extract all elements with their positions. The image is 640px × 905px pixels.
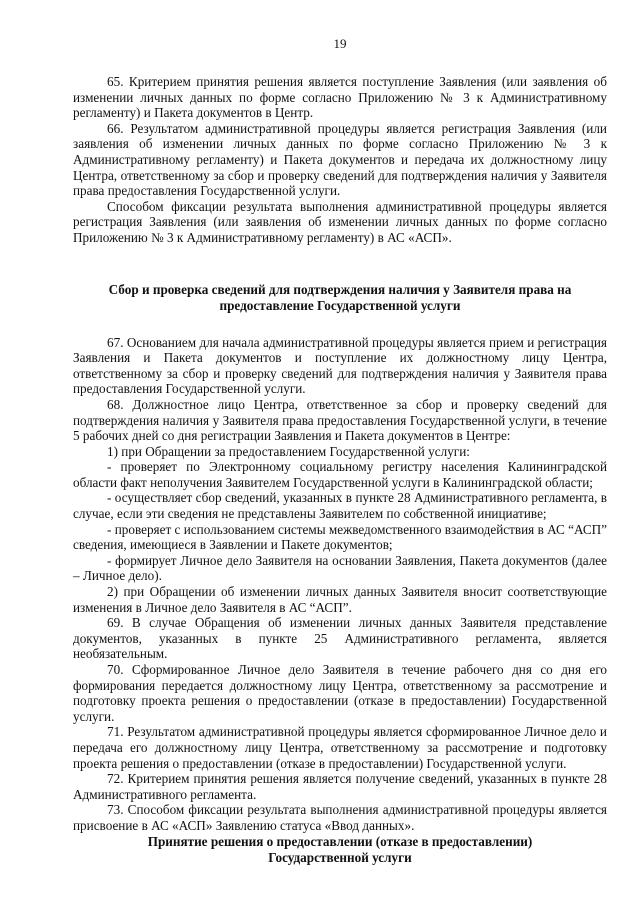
paragraph-70: 70. Сформированное Личное дело Заявителя в течение рабочего дня со дня его формирования передается должностному лицу Центра, ответственному за рассмотрение и подготовку проекта решения о предоставлении (отказе в предоставлении) Государственной услуги. (73, 662, 607, 724)
paragraph-66: 66. Результатом административной процедуры является регистрация Заявления (или заявления об изменении личных данных по форме согласно Приложению № 3 к Административному регламенту) и Пакета документов и передача их должностному лицу Центра, ответственному за сбор и проверку сведений для подтверждения наличия у Заявителя права предоставления Государственной услуги. (73, 120, 607, 199)
spacer (73, 314, 607, 335)
paragraph-65: 65. Критерием принятия решения является поступление Заявления (или заявления об изменении личных данных по форме согласно Приложению № 3 к Административному регламенту) и Пакета документов в Центр. (73, 74, 607, 121)
list-item-form-file: - формирует Личное дело Заявителя на основании Заявления, Пакета документов (далее – Личное дело). (73, 552, 607, 584)
paragraph-73: 73. Способом фиксации результата выполнения административной процедуры является присвоение в АС «АСП» Заявлению статуса «Ввод данных». (73, 802, 607, 833)
section-heading-collection (73, 282, 607, 314)
list-item-collect-info: - осуществляет сбор сведений, указанных в пункте 28 Административного регламента, в случае, если эти сведения не представлены Заявителем по собственной инициативе; (73, 490, 607, 522)
paragraph-72: 72. Критерием принятия решения является получение сведений, указанных в пункте 28 Административного регламента. (73, 771, 607, 802)
list-item-check-registry: - проверяет по Электронному социальному регистру населения Калининградской области факт неполучения Заявителем Государственной услуги в Калининградской области; (73, 459, 607, 490)
spacer (73, 246, 607, 282)
paragraph-68: 68. Должностное лицо Центра, ответственное за сбор и проверку сведений для подтверждения наличия у Заявителя права предоставления Государственной услуги, в течение 5 рабочих дней со дня регистрации Заявления и Пакета документов в Центре: (73, 396, 607, 444)
list-item-verify: - проверяет с использованием системы межведомственного взаимодействия в АС “АСП” сведения, имеющиеся в Заявлении и Пакете документов; (73, 521, 607, 553)
list-item-1: 1) при Обращении за предоставлением Государственной услуги: (107, 443, 470, 459)
section-heading-line: Государственной услуги (268, 849, 412, 865)
paragraph-fixation-method: Способом фиксации результата выполнения административной процедуры является регистрация Заявления (или заявления об изменении личных данных по форме согласно Приложению № 3 к Административному регламенту) в АС «АСП». (73, 198, 607, 245)
list-item-2: 2) при Обращении об изменении личных данных Заявителя вносит соответствующие изменения в Личное дело Заявителя в АС “АСП”. (73, 584, 607, 615)
paragraph-71: 71. Результатом административной процедуры является сформированное Личное дело и передача его должностному лицу Центра, ответственному за рассмотрение и подготовку проекта решения о предоставлении (отказе в предоставлении) Государственной услуги. (73, 724, 607, 771)
paragraph-67: 67. Основанием для начала административной процедуры является прием и регистрация Заявления и Пакета документов и поступление их должностному лицу Центра, ответственному за сбор и проверку сведений для подтверждения наличия у Заявителя права предоставления Государственной услуги. (73, 334, 607, 397)
section-heading-line: Принятие решения о предоставлении (отказе в предоставлении) (147, 833, 533, 849)
paragraph-69: 69. В случае Обращения об изменении личных данных Заявителя представление документов, указанных в пункте 25 Административного регламента, является необязательным. (73, 615, 607, 662)
page-number: 19 (333, 36, 347, 51)
section-heading-line: предоставление Государственной услуги (219, 297, 461, 313)
section-heading-line: Сбор и проверка сведений для подтверждения наличия у Заявителя права на (108, 281, 572, 297)
section-heading-decision (73, 834, 607, 866)
